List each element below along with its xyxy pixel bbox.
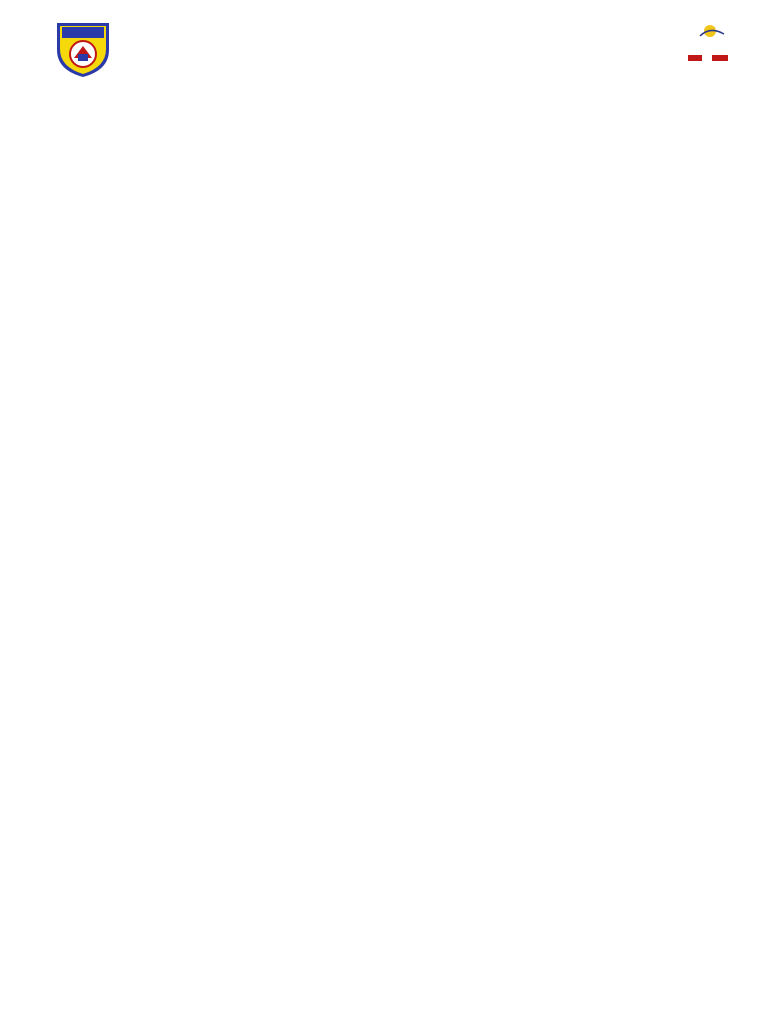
ugel-ventanilla-logo	[674, 22, 732, 68]
school-shield-logo	[54, 20, 112, 78]
